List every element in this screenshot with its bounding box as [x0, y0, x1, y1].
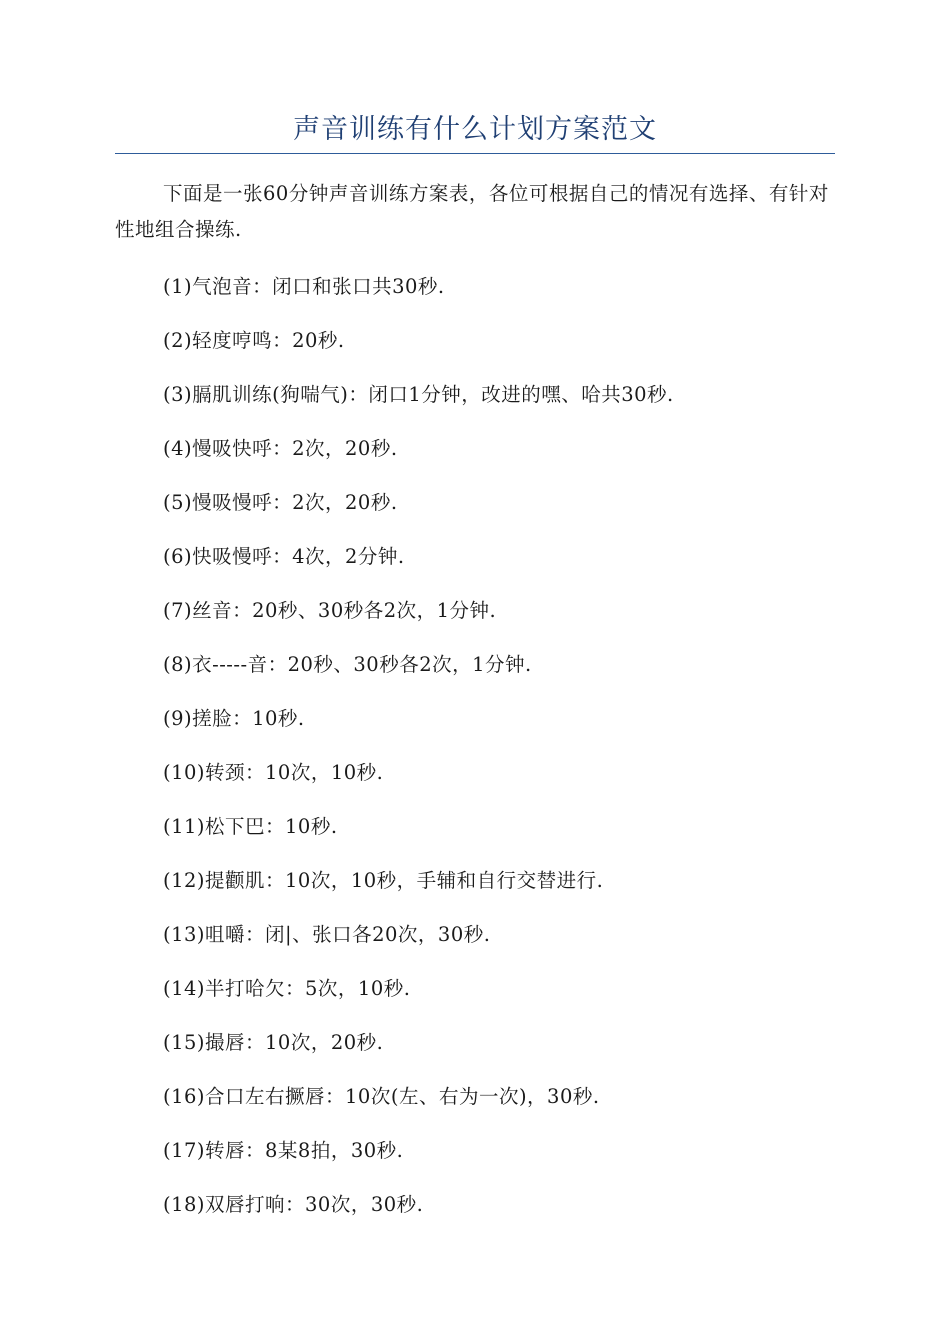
list-item: (15)撮唇：10次，20秒.: [163, 1031, 384, 1054]
list-item: (5)慢吸慢呼：2次，20秒.: [163, 491, 398, 514]
list-item: (4)慢吸快呼：2次，20秒.: [163, 437, 398, 460]
list-item: (14)半打哈欠：5次，10秒.: [163, 977, 411, 1000]
list-item: (11)松下巴：10秒.: [163, 815, 338, 838]
list-item: (16)合口左右撅唇：10次(左、右为一次)，30秒.: [163, 1085, 600, 1108]
list-item: (6)快吸慢呼：4次，2分钟.: [163, 545, 405, 568]
list-item: (3)膈肌训练(狗喘气)：闭口1分钟，改进的嘿、哈共30秒.: [163, 383, 674, 406]
list-item: (12)提颧肌：10次，10秒，手辅和自行交替进行.: [163, 869, 604, 892]
list-item: (8)衣-----音：20秒、30秒各2次，1分钟.: [163, 653, 532, 676]
list-item: (17)转唇：8某8拍，30秒.: [163, 1139, 404, 1162]
list-item: (7)丝音：20秒、30秒各2次，1分钟.: [163, 599, 497, 622]
title-underline: [115, 153, 835, 154]
list-item: (13)咀嚼：闭|、张口各20次，30秒.: [163, 923, 491, 946]
intro-paragraph: 下面是一张60分钟声音训练方案表，各位可根据自己的情况有选择、有针对性地组合操练.: [115, 182, 829, 241]
list-item: (10)转颈：10次，10秒.: [163, 761, 384, 784]
list-item: (18)双唇打响：30次，30秒.: [163, 1193, 424, 1216]
list-item: (2)轻度哼鸣：20秒.: [163, 329, 345, 352]
list-item: (1)气泡音：闭口和张口共30秒.: [163, 275, 445, 298]
document-title: 声音训练有什么计划方案范文: [293, 114, 657, 145]
list-item: (9)搓脸：10秒.: [163, 707, 305, 730]
